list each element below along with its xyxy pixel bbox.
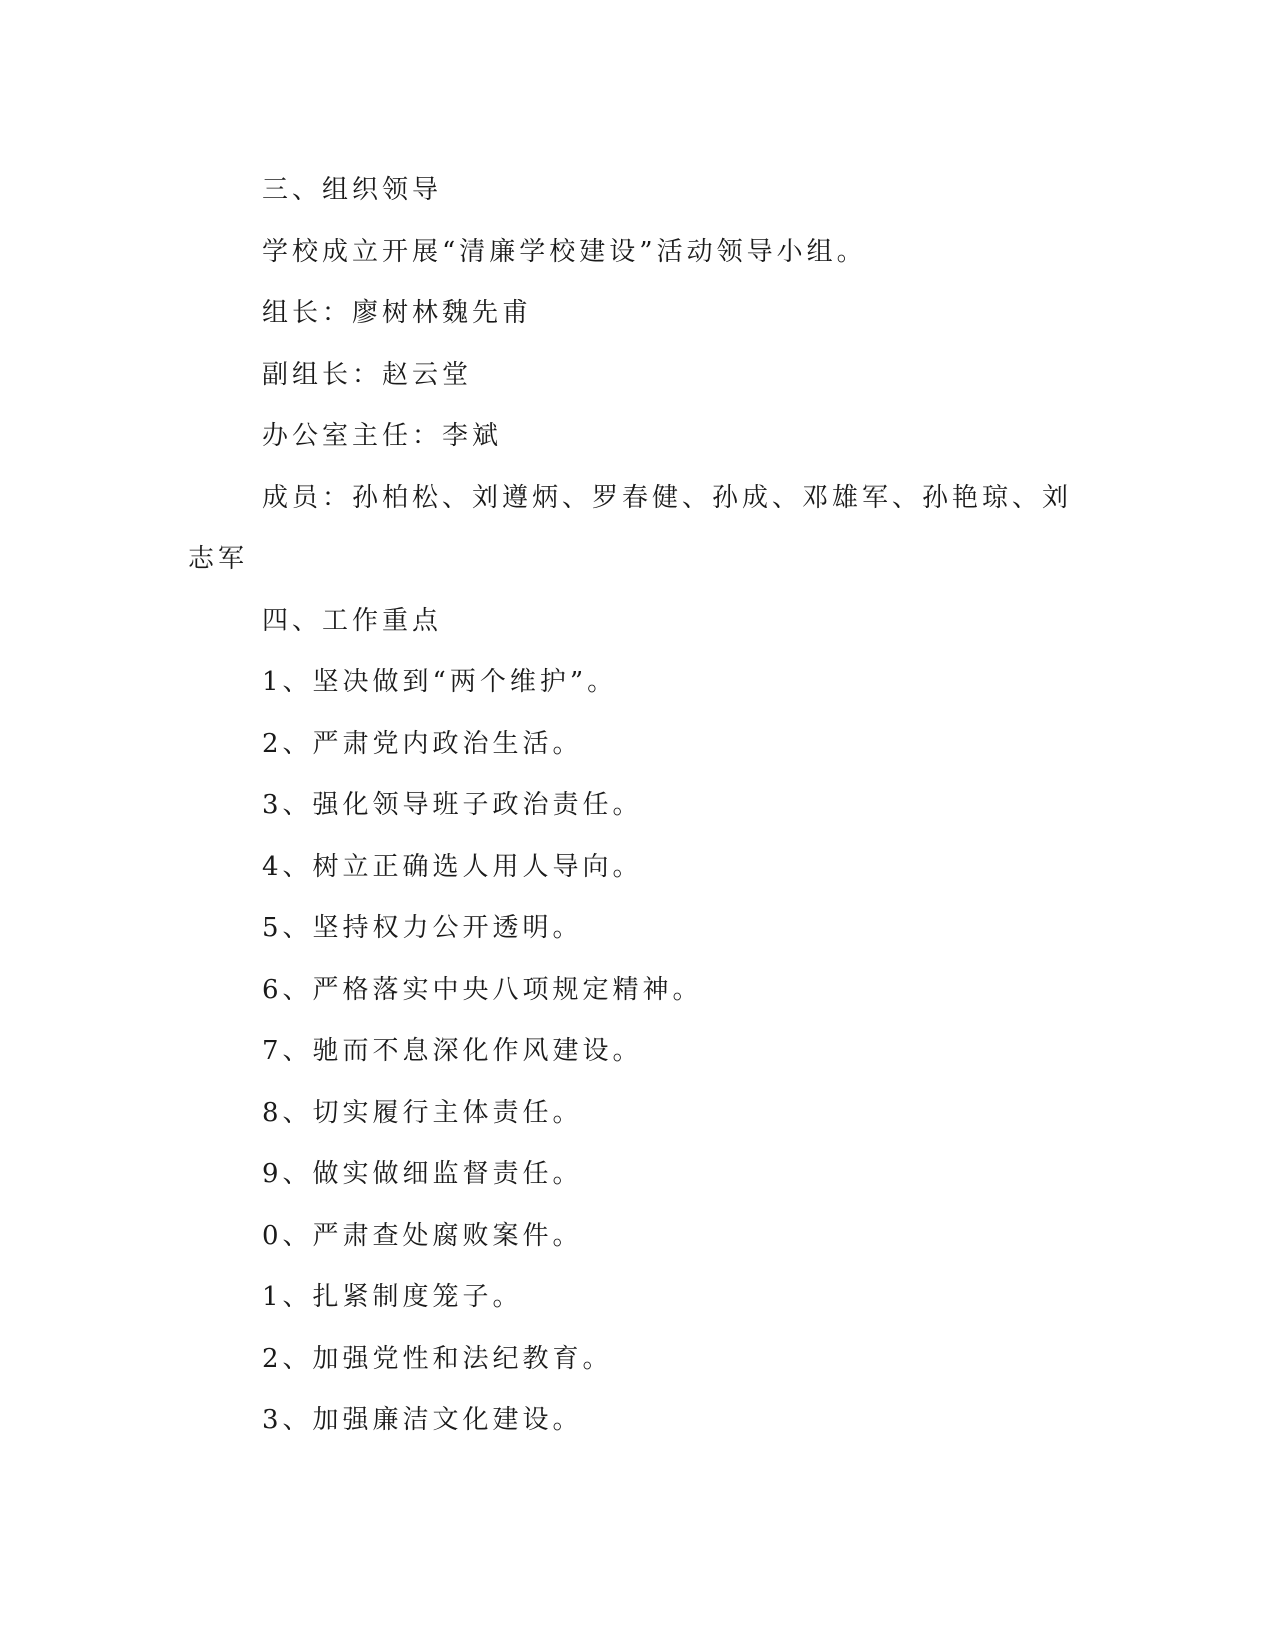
list-item: 6、严格落实中央八项规定精神。 — [262, 974, 703, 1005]
list-item: 3、加强廉洁文化建设。 — [262, 1405, 583, 1435]
leader-line: 组长：廖树林魏先甫 — [262, 298, 533, 328]
list-item: 5、坚持权力公开透明。 — [262, 913, 583, 943]
deputy-leader-line: 副组长：赵云堂 — [262, 359, 473, 390]
list-item: 2、严肃党内政治生活。 — [262, 728, 583, 759]
office-director-line: 办公室主任：李斌 — [262, 421, 503, 451]
list-item: 2、加强党性和法纪教育。 — [262, 1343, 613, 1374]
section-heading-organization: 三、组织领导 — [262, 175, 443, 205]
list-item: 9、做实做细监督责任。 — [262, 1159, 583, 1189]
list-item: 0、严肃查处腐败案件。 — [262, 1220, 583, 1251]
list-item: 8、切实履行主体责任。 — [262, 1097, 583, 1128]
list-item: 1、扎紧制度笼子。 — [262, 1282, 523, 1312]
list-item: 1、坚决做到“两个维护”。 — [262, 667, 618, 697]
document-body — [188, 160, 1078, 1452]
list-item: 4、树立正确选人用人导向。 — [262, 851, 643, 882]
section-heading-work-focus: 四、工作重点 — [262, 605, 443, 636]
list-item: 7、驰而不息深化作风建设。 — [262, 1036, 643, 1066]
members-paragraph: 成员：孙柏松、刘遵炳、罗春健、孙成、邓雄军、孙艳琼、刘志军 — [188, 482, 1073, 574]
section-intro-paragraph: 学校成立开展“清廉学校建设”活动领导小组。 — [262, 236, 867, 267]
list-item: 3、强化领导班子政治责任。 — [262, 790, 643, 820]
